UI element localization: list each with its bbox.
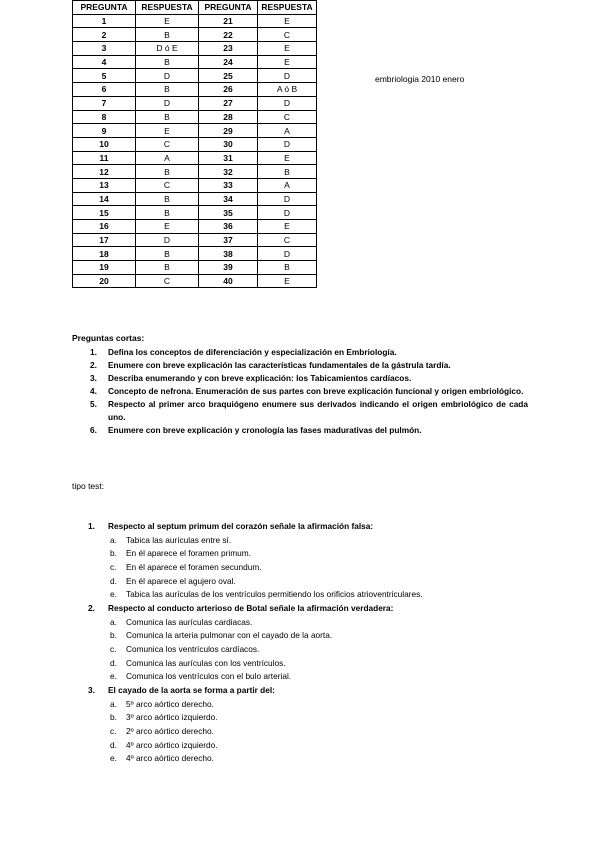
answer-option: [72, 561, 528, 575]
option-letter: a.: [110, 534, 117, 545]
option-letter: e.: [110, 671, 117, 682]
question-number: 1.: [90, 347, 97, 357]
option-text: 4º arco aórtico izquierdo.: [126, 739, 218, 750]
short-question-item: [72, 359, 528, 372]
table-row: [73, 274, 317, 288]
answer-cell: D: [258, 192, 317, 206]
table-row: [73, 124, 317, 138]
answer-option: [72, 629, 528, 643]
answer-cell: C: [136, 178, 199, 192]
question-number-cell: 17: [73, 233, 136, 247]
question-number: 3.: [88, 685, 95, 696]
answer-cell: E: [258, 14, 317, 28]
answer-option: [72, 725, 528, 739]
question-text: El cayado de la aorta se forma a partir del:: [108, 685, 275, 696]
answer-key-table: [72, 0, 317, 288]
answer-cell: E: [258, 274, 317, 288]
table-row: [73, 220, 317, 234]
answer-cell: B: [136, 55, 199, 69]
question-number-cell: 36: [199, 220, 258, 234]
answer-option: [72, 534, 528, 548]
table-row: [73, 261, 317, 275]
answer-cell: B: [136, 110, 199, 124]
option-letter: b.: [110, 630, 117, 641]
answer-cell: A: [258, 124, 317, 138]
answer-cell: C: [258, 110, 317, 124]
answer-table-header: [73, 1, 317, 15]
answer-cell: C: [136, 137, 199, 151]
answer-option: [72, 670, 528, 684]
table-row: [73, 233, 317, 247]
question-number-cell: 2: [73, 28, 136, 42]
header-pregunta: PREGUNTA: [199, 1, 258, 15]
option-letter: a.: [110, 698, 117, 709]
option-text: Comunica los ventrículos cardíacos.: [126, 643, 260, 654]
answer-option: [72, 657, 528, 671]
option-letter: c.: [110, 725, 117, 736]
header-pregunta: PREGUNTA: [73, 1, 136, 15]
exam-title: [375, 74, 464, 84]
short-questions-heading: Preguntas cortas:: [72, 333, 145, 343]
test-question: [72, 602, 528, 616]
test-question: [72, 520, 528, 534]
question-number-cell: 19: [73, 261, 136, 275]
answer-cell: D: [258, 247, 317, 261]
short-questions-list: [72, 346, 528, 437]
test-questions: [72, 520, 528, 766]
table-row: [73, 206, 317, 220]
option-text: En él aparece el foramen primum.: [126, 548, 251, 559]
table-row: [73, 192, 317, 206]
option-letter: d.: [110, 657, 117, 668]
answer-cell: D: [258, 96, 317, 110]
test-question: [72, 684, 528, 698]
table-row: [73, 69, 317, 83]
answer-cell: D: [136, 96, 199, 110]
option-text: 5º arco aórtico derecho.: [126, 698, 214, 709]
question-number-cell: 20: [73, 274, 136, 288]
question-number-cell: 23: [199, 42, 258, 56]
answer-cell: B: [136, 165, 199, 179]
option-text: Tabica las aurículas de los ventrículos permitiendo los orificios atrioventriculares.: [126, 589, 423, 600]
question-number-cell: 27: [199, 96, 258, 110]
option-text: Tabica las aurículas entre sí.: [126, 534, 232, 545]
answer-cell: E: [136, 14, 199, 28]
answer-option: [72, 739, 528, 753]
question-number-cell: 11: [73, 151, 136, 165]
question-number-cell: 24: [199, 55, 258, 69]
table-row: [73, 247, 317, 261]
header-respuesta: RESPUESTA: [258, 1, 317, 15]
answer-option: [72, 575, 528, 589]
question-number: 6.: [90, 425, 97, 435]
option-letter: c.: [110, 643, 117, 654]
question-text: Respecto al septum primum del corazón señale la afirmación falsa:: [108, 521, 374, 531]
question-number-cell: 22: [199, 28, 258, 42]
answer-cell: E: [258, 42, 317, 56]
table-row: [73, 42, 317, 56]
answer-cell: E: [258, 220, 317, 234]
answer-option: [72, 643, 528, 657]
question-number-cell: 14: [73, 192, 136, 206]
table-row: [73, 151, 317, 165]
answer-option: [72, 547, 528, 561]
test-heading: tipo test:: [72, 481, 105, 491]
question-number: 3.: [90, 373, 97, 383]
option-letter: b.: [110, 712, 117, 723]
question-number-cell: 10: [73, 137, 136, 151]
answer-cell: C: [136, 274, 199, 288]
short-question-item: [72, 424, 528, 437]
header-respuesta: RESPUESTA: [136, 1, 199, 15]
option-text: 3º arco aórtico izquierdo.: [126, 712, 218, 723]
answer-cell: C: [258, 28, 317, 42]
question-number-cell: 1: [73, 14, 136, 28]
question-text: Respecto al primer arco braquiógeno enumere sus derivados indicando el origen embriológico de cada uno.: [108, 399, 528, 422]
question-number-cell: 5: [73, 69, 136, 83]
question-number-cell: 6: [73, 83, 136, 97]
question-number-cell: 4: [73, 55, 136, 69]
option-text: Comunica la arteria pulmonar con el cayado de la aorta.: [126, 630, 333, 641]
question-text: Enumere con breve explicación y cronología las fases madurativas del pulmón.: [108, 425, 422, 435]
table-row: [73, 83, 317, 97]
answer-cell: B: [136, 83, 199, 97]
table-row: [73, 110, 317, 124]
question-number-cell: 3: [73, 42, 136, 56]
short-question-item: [72, 398, 528, 424]
option-text: Comunica las aurículas con los ventrículos.: [126, 657, 286, 668]
answer-cell: D: [136, 233, 199, 247]
question-number-cell: 25: [199, 69, 258, 83]
answer-option: [72, 711, 528, 725]
option-letter: c.: [110, 561, 117, 572]
answer-cell: D: [136, 69, 199, 83]
table-row: [73, 28, 317, 42]
answer-option: [72, 752, 528, 766]
option-text: En él aparece el agujero oval.: [126, 575, 236, 586]
table-row: [73, 96, 317, 110]
answer-option: [72, 698, 528, 712]
answer-cell: B: [258, 165, 317, 179]
answer-cell: A: [136, 151, 199, 165]
answer-cell: A: [258, 178, 317, 192]
short-question-item: [72, 385, 528, 398]
table-row: [73, 165, 317, 179]
question-number-cell: 21: [199, 14, 258, 28]
question-number-cell: 34: [199, 192, 258, 206]
question-number: 1.: [88, 521, 95, 531]
question-number-cell: 8: [73, 110, 136, 124]
table-row: [73, 55, 317, 69]
option-text: Comunica los ventrículos con el bulo arterial.: [126, 671, 292, 682]
answer-cell: E: [258, 151, 317, 165]
question-number-cell: 37: [199, 233, 258, 247]
question-number-cell: 32: [199, 165, 258, 179]
question-number-cell: 30: [199, 137, 258, 151]
question-number-cell: 9: [73, 124, 136, 138]
short-question-item: [72, 372, 528, 385]
question-number-cell: 29: [199, 124, 258, 138]
question-number: 2.: [88, 603, 95, 614]
option-letter: d.: [110, 575, 117, 586]
question-number-cell: 40: [199, 274, 258, 288]
table-row: [73, 14, 317, 28]
option-letter: e.: [110, 589, 117, 600]
answer-cell: B: [136, 206, 199, 220]
option-letter: a.: [110, 616, 117, 627]
option-letter: b.: [110, 548, 117, 559]
answer-cell: E: [136, 124, 199, 138]
question-text: Describa enumerando y con breve explicación: los Tabicamientos cardíacos.: [108, 373, 412, 383]
question-number: 5.: [90, 399, 97, 409]
question-number-cell: 18: [73, 247, 136, 261]
question-text: Respecto al conducto arterioso de Botal señale la afirmación verdadera:: [108, 603, 394, 614]
question-number-cell: 15: [73, 206, 136, 220]
question-text: Concepto de nefrona. Enumeración de sus partes con breve explicación funcional y origen embriológico.: [108, 386, 524, 396]
question-number-cell: 7: [73, 96, 136, 110]
answer-cell: E: [136, 220, 199, 234]
question-number-cell: 33: [199, 178, 258, 192]
answer-cell: B: [136, 28, 199, 42]
question-number-cell: 26: [199, 83, 258, 97]
answer-cell: B: [136, 261, 199, 275]
short-question-item: [72, 346, 528, 359]
answer-cell: A ó B: [258, 83, 317, 97]
question-number-cell: 38: [199, 247, 258, 261]
question-number-cell: 12: [73, 165, 136, 179]
answer-cell: B: [258, 261, 317, 275]
answer-cell: D: [258, 206, 317, 220]
option-text: 2º arco aórtico derecho.: [126, 725, 214, 736]
answer-cell: D ó E: [136, 42, 199, 56]
table-row: [73, 137, 317, 151]
answer-cell: B: [136, 247, 199, 261]
question-number-cell: 13: [73, 178, 136, 192]
question-text: Enumere con breve explicación las características fundamentales de la gástrula tardía.: [108, 360, 451, 370]
question-number: 4.: [90, 386, 97, 396]
answer-cell: D: [258, 137, 317, 151]
table-row: [73, 178, 317, 192]
option-text: Comunica las aurículas cardiacas.: [126, 616, 253, 627]
question-number-cell: 28: [199, 110, 258, 124]
option-letter: d.: [110, 739, 117, 750]
option-text: 4º arco aórtico derecho.: [126, 753, 214, 764]
answer-cell: B: [136, 192, 199, 206]
question-number-cell: 16: [73, 220, 136, 234]
answer-cell: D: [258, 69, 317, 83]
question-number-cell: 35: [199, 206, 258, 220]
question-text: Defina los conceptos de diferenciación y especialización en Embriología.: [108, 347, 397, 357]
answer-option: [72, 588, 528, 602]
question-number-cell: 39: [199, 261, 258, 275]
answer-cell: C: [258, 233, 317, 247]
answer-option: [72, 616, 528, 630]
answer-cell: E: [258, 55, 317, 69]
option-text: En él aparece el foramen secundum.: [126, 561, 262, 572]
question-number: 2.: [90, 360, 97, 370]
option-letter: e.: [110, 753, 117, 764]
exam-title-text: embriologia 2010 enero: [375, 74, 465, 84]
question-number-cell: 31: [199, 151, 258, 165]
